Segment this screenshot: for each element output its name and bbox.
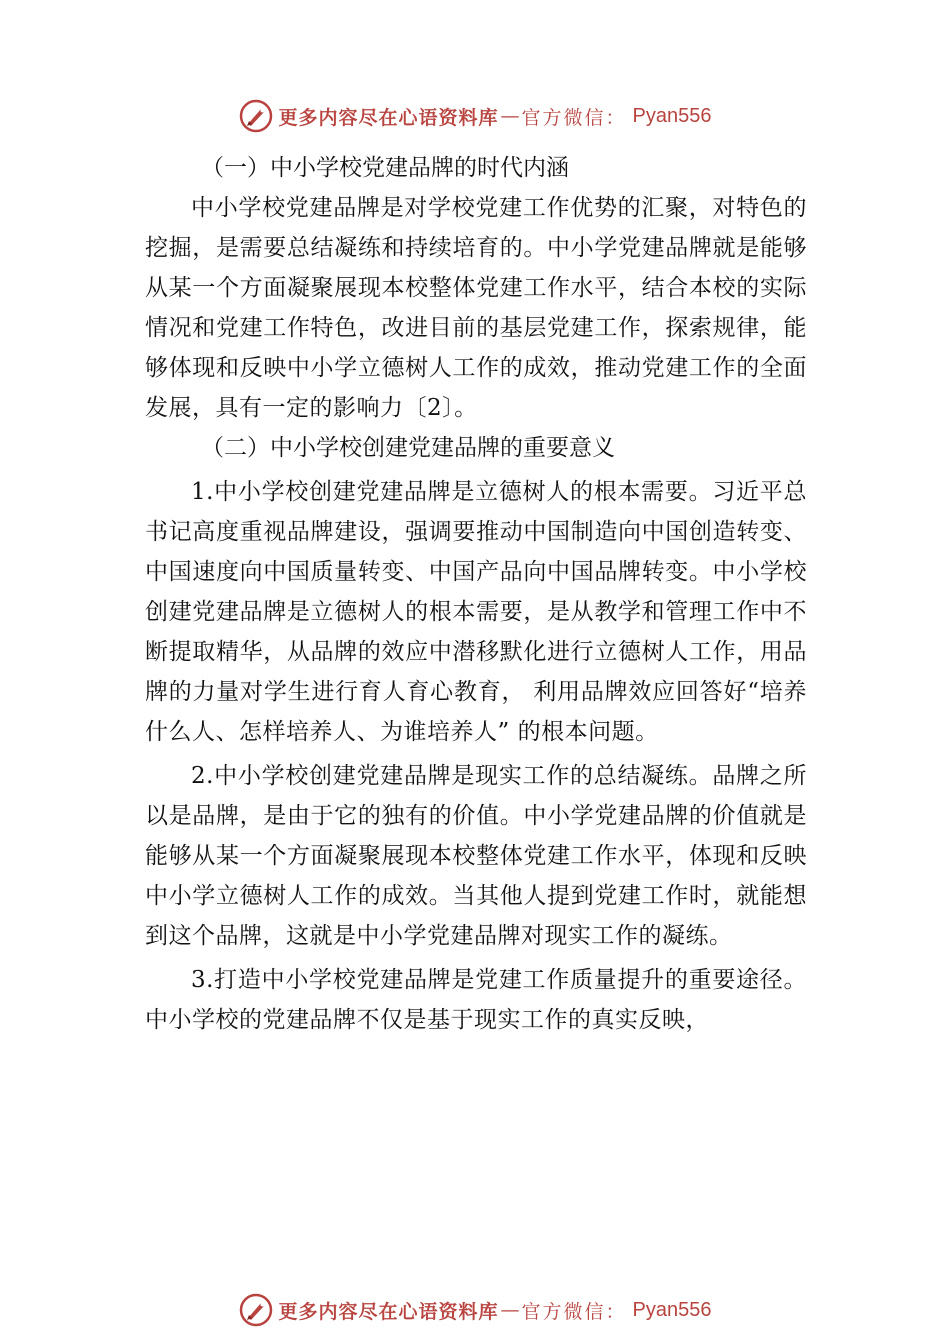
watermark-main-text: 更多内容尽在心语资料库 <box>278 1300 499 1323</box>
section-heading-1: （一）中小学校党建品牌的时代内涵 <box>201 155 569 181</box>
watermark-separator: — <box>500 105 520 127</box>
watermark-wechat-id: Pyan556 <box>632 104 712 127</box>
watermark-separator: — <box>500 1299 520 1321</box>
document-body <box>145 148 807 1040</box>
section-heading-2: （二）中小学校创建党建品牌的重要意义 <box>201 435 615 461</box>
paragraph-3: 2.中小学校创建党建品牌是现实工作的总结凝练。品牌之所以是品牌，是由于它的独有的价值。中小学党建品牌的价值就是能够从某一个方面凝聚展现本校整体党建工作水平，体现和反映中小学立德树人工作的成效。当其他人提到党建工作时，就能想到这个品牌，这就是中小学党建品牌对现实工作的凝练。 <box>145 763 807 949</box>
paragraph-4: 3.打造中小学校党建品牌是党建工作质量提升的重要途径。中小学校的党建品牌不仅是基于现实工作的真实反映， <box>145 967 807 1033</box>
pen-logo-icon <box>239 1293 273 1327</box>
watermark-main-text: 更多内容尽在心语资料库 <box>278 106 499 129</box>
watermark-label: 官方微信： <box>521 1300 627 1323</box>
footer-watermark <box>0 1290 950 1330</box>
watermark-label: 官方微信： <box>521 106 627 129</box>
pen-logo-icon <box>239 99 273 133</box>
watermark-wechat-id: Pyan556 <box>632 1298 712 1321</box>
paragraph-1: 中小学校党建品牌是对学校党建工作优势的汇聚，对特色的挖掘，是需要总结凝练和持续培育的。中小学党建品牌就是能够从某一个方面凝聚展现本校整体党建工作水平，结合本校的实际情况和党建工作特色，改进目前的基层党建工作，探索规律，能够体现和反映中小学立德树人工作的成效，推动党建工作的全面发展，具有一定的影响力〔2〕。 <box>145 195 807 421</box>
paragraph-2: 1.中小学校创建党建品牌是立德树人的根本需要。习近平总书记高度重视品牌建设，强调要推动中国制造向中国创造转变、中国速度向中国质量转变、中国产品向中国品牌转变。中小学校创建党建品牌是立德树人的根本需要，是从教学和管理工作中不断提取精华，从品牌的效应中潜移默化进行立德树人工作，用品牌的力量对学生进行育人育心教育， 利用品牌效应回答好“培养什么人、怎样培养人、为谁培养人” 的根本问题。 <box>145 479 807 745</box>
header-watermark <box>0 96 950 136</box>
